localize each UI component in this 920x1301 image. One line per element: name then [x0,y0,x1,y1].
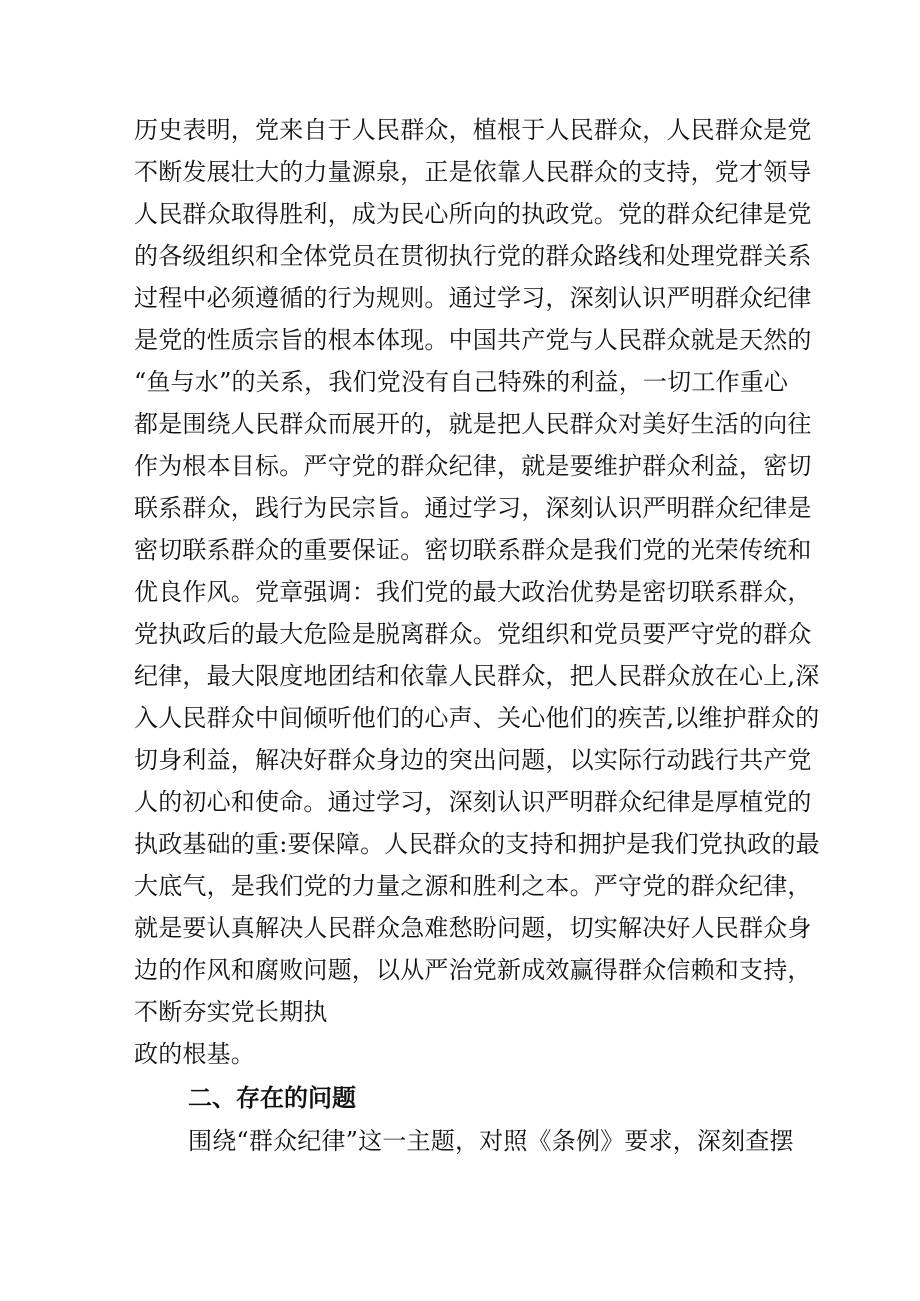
section-heading: 二、存在的问题 [188,1083,356,1112]
paragraph-line: 切身利益，解决好群众身边的突出问题，以实际行动践行共产党 [134,746,812,774]
paragraph-line: 就是要认真解决人民群众急难愁盼问题，切实解决好人民群众身 [134,914,812,942]
paragraph-line: 联系群众，践行为民宗旨。通过学习，深刻认识严明群众纪律是 [134,494,812,522]
paragraph-line: 都是围绕人民群众而展开的，就是把人民群众对美好生活的向往 [134,410,812,438]
paragraph-line: 的各级组织和全体党员在贯彻执行党的群众路线和处理党群关系 [134,242,812,270]
paragraph-line: 密切联系群众的重要保证。密切联系群众是我们党的光荣传统和 [134,536,812,564]
paragraph-line: 过程中必须遵循的行为规则。通过学习，深刻认识严明群众纪律 [134,284,812,312]
paragraph-line: 人民群众取得胜利，成为民心所向的执政党。党的群众纪律是党 [134,200,812,228]
paragraph-line: 边的作风和腐败问题，以从严治党新成效赢得群众信赖和支持， [134,956,812,984]
paragraph-line: 历史表明，党来自于人民群众，植根于人民群众，人民群众是党 [134,116,812,144]
paragraph-line: 党执政后的最大危险是脱离群众。党组织和党员要严守党的群众 [134,620,812,648]
paragraph-line: 不断夯实党长期执 [134,998,328,1026]
paragraph-line: 作为根本目标。严守党的群众纪律，就是要维护群众利益，密切 [134,452,812,480]
paragraph-line: “鱼与水”的关系，我们党没有自己特殊的利益，一切工作重心 [134,368,789,396]
paragraph-line: 不断发展壮大的力量源泉，正是依靠人民群众的支持，党才领导 [134,158,812,186]
paragraph-line: 优良作风。党章强调：我们党的最大政治优势是密切联系群众， [134,578,812,606]
paragraph-line: 围绕“群众纪律”这一主题，对照《条例》要求，深刻查摆 [188,1127,794,1155]
paragraph-line: 人的初心和使命。通过学习，深刻认识严明群众纪律是厚植党的 [134,788,812,816]
paragraph-line: 大底气，是我们党的力量之源和胜利之本。严守党的群众纪律， [134,872,812,900]
paragraph-line: 纪律，最大限度地团结和依靠人民群众，把人民群众放在心上,深 [134,662,820,690]
paragraph-line: 政的根基。 [134,1040,255,1068]
paragraph-line: 入人民群众中间倾听他们的心声、关心他们的疾苦,以维护群众的 [134,704,820,732]
paragraph-line: 执政基础的重:要保障。人民群众的支持和拥护是我们党执政的最 [134,830,820,858]
paragraph-line: 是党的性质宗旨的根本体现。中国共产党与人民群众就是天然的 [134,326,812,354]
